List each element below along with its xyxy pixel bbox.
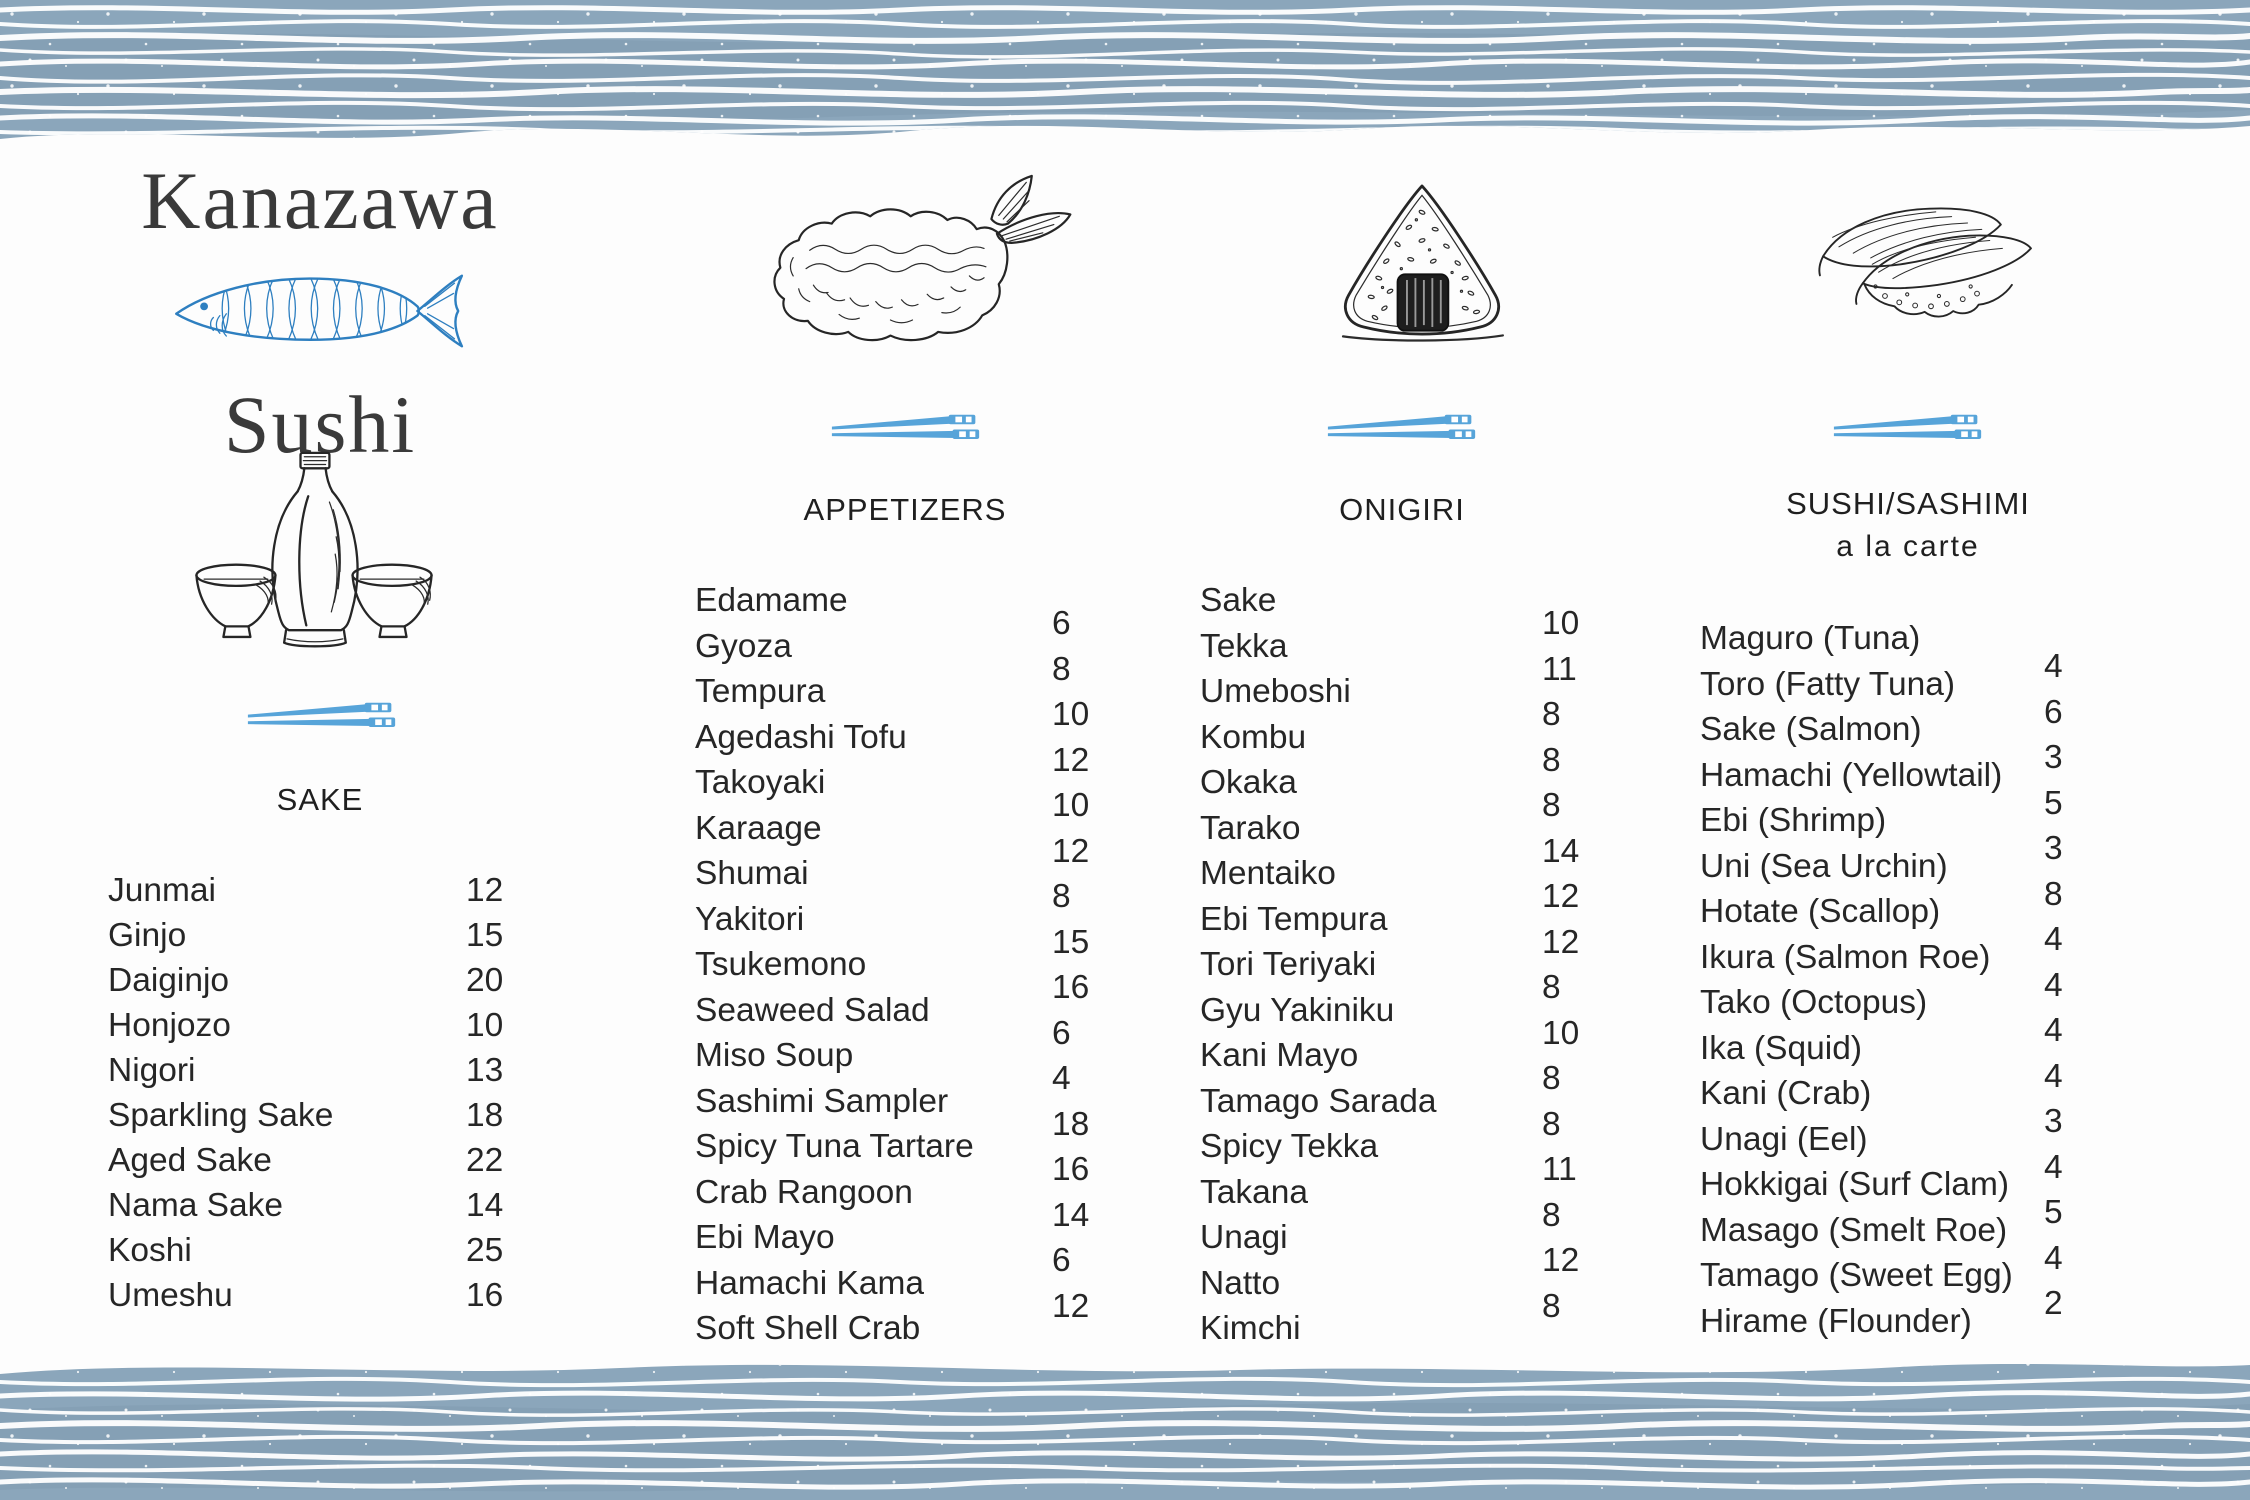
menu-item-price: 4 bbox=[1052, 1060, 1071, 1097]
menu-item-name: Gyoza bbox=[695, 627, 792, 665]
menu-item-name: Soft Shell Crab bbox=[695, 1310, 921, 1347]
menu-item-name: Aged Sake bbox=[108, 1142, 272, 1179]
sake-price-list bbox=[466, 868, 503, 1318]
sake-heading: SAKE bbox=[276, 782, 364, 817]
sushi-subheading: a la carte bbox=[1836, 530, 1980, 563]
menu-item-price: 12 bbox=[1052, 832, 1090, 870]
menu-item-name: Karaage bbox=[695, 809, 822, 847]
menu-item-price: 18 bbox=[466, 1097, 504, 1134]
menu-item-name: Ikura (Salmon Roe) bbox=[1700, 938, 1991, 976]
menu-item-price: 8 bbox=[1542, 1105, 1561, 1143]
menu-item-price: 14 bbox=[1052, 1196, 1090, 1234]
menu-item-name: Kombu bbox=[1200, 718, 1307, 756]
menu-item-name: Tori Teriyaki bbox=[1200, 946, 1377, 983]
menu-item-price: 6 bbox=[1052, 1014, 1071, 1052]
menu-item-name: Nigori bbox=[108, 1052, 196, 1089]
menu-item-name: Hirame (Flounder) bbox=[1700, 1302, 1972, 1340]
chopsticks-icon bbox=[830, 412, 982, 445]
menu-item-price: 20 bbox=[466, 962, 504, 999]
menu-item-price: 8 bbox=[1542, 1287, 1561, 1325]
menu-item-price: 4 bbox=[2044, 921, 2063, 958]
appetizers-name-list bbox=[695, 578, 974, 1352]
onigiri-price-list bbox=[1542, 601, 1579, 1329]
menu-item-name: Okaka bbox=[1200, 764, 1297, 801]
menu-item-name: Junmai bbox=[108, 872, 216, 909]
menu-item-price: 8 bbox=[1542, 787, 1561, 824]
fish-icon bbox=[170, 260, 470, 362]
menu-item-name: Tamago (Sweet Egg) bbox=[1700, 1257, 2013, 1294]
chopsticks-icon bbox=[246, 700, 398, 733]
menu-item-price: 6 bbox=[2044, 693, 2063, 731]
menu-item-name: Kani Mayo bbox=[1200, 1037, 1359, 1074]
menu-item-name: Sparkling Sake bbox=[108, 1097, 334, 1134]
menu-item-price: 12 bbox=[1052, 741, 1090, 779]
menu-item-name: Umeshu bbox=[108, 1277, 233, 1314]
menu-item-price: 10 bbox=[1542, 605, 1580, 642]
menu-item-name: Ebi (Shrimp) bbox=[1700, 802, 1887, 839]
menu-item-name: Mentaiko bbox=[1200, 855, 1336, 892]
menu-item-price: 4 bbox=[2044, 1148, 2063, 1186]
menu-item-price: 12 bbox=[1542, 1242, 1580, 1279]
menu-item-price: 4 bbox=[2044, 1057, 2063, 1095]
menu-item-price: 6 bbox=[1052, 1242, 1071, 1279]
sake-bottle-and-cups-icon bbox=[188, 450, 440, 662]
menu-item-name: Hokkigai (Surf Clam) bbox=[1700, 1166, 2010, 1203]
menu-item-name: Hotate (Scallop) bbox=[1700, 893, 1941, 930]
chopsticks-icon bbox=[1832, 412, 1984, 445]
menu-item-name: Tako (Octopus) bbox=[1700, 984, 1928, 1021]
menu-item-name: Ginjo bbox=[108, 917, 187, 954]
menu-item-price: 25 bbox=[466, 1232, 504, 1269]
menu-item-name: Nama Sake bbox=[108, 1187, 284, 1224]
nigiri-sushi-icon bbox=[1812, 188, 2050, 331]
menu-item-price: 15 bbox=[466, 917, 504, 954]
menu-item-price: 16 bbox=[466, 1277, 504, 1314]
brand-title-bottom: Sushi bbox=[223, 379, 417, 470]
menu-item-price: 2 bbox=[2044, 1285, 2063, 1322]
menu-item-name: Masago (Smelt Roe) bbox=[1700, 1211, 2008, 1249]
menu-item-price: 15 bbox=[1052, 923, 1090, 961]
menu-item-price: 11 bbox=[1542, 650, 1577, 688]
menu-item-price: 8 bbox=[2044, 875, 2063, 913]
menu-item-name: Tsukemono bbox=[695, 946, 867, 983]
menu-item-price: 8 bbox=[1542, 1060, 1561, 1097]
menu-item-price: 12 bbox=[1542, 923, 1580, 961]
menu-item-name: Unagi (Eel) bbox=[1700, 1120, 1868, 1158]
menu-item-name: Tarako bbox=[1200, 809, 1301, 847]
tempura-shrimp-icon bbox=[762, 158, 1074, 370]
appetizers-price-list bbox=[1052, 601, 1089, 1329]
menu-item-price: 10 bbox=[1542, 1014, 1580, 1052]
menu-item-name: Kimchi bbox=[1200, 1310, 1301, 1347]
menu-item-name: Daiginjo bbox=[108, 962, 230, 999]
wave-border-bottom bbox=[0, 1350, 2250, 1500]
menu-item-name: Tekka bbox=[1200, 627, 1288, 665]
menu-item-price: 8 bbox=[1052, 878, 1071, 915]
menu-item-price: 8 bbox=[1052, 650, 1071, 688]
menu-item-price: 3 bbox=[2044, 739, 2063, 776]
menu-item-name: Ebi Tempura bbox=[1200, 900, 1388, 938]
onigiri-icon bbox=[1328, 166, 1516, 362]
menu-item-price: 13 bbox=[466, 1052, 504, 1089]
menu-item-name: Takoyaki bbox=[695, 764, 826, 801]
menu-item-price: 8 bbox=[1542, 969, 1561, 1006]
chopsticks-icon bbox=[1326, 412, 1478, 445]
menu-item-price: 22 bbox=[466, 1142, 504, 1179]
menu-item-name: Hamachi Kama bbox=[695, 1264, 925, 1302]
menu-item-name: Crab Rangoon bbox=[695, 1173, 913, 1211]
sake-name-list bbox=[108, 868, 333, 1318]
menu-item-price: 12 bbox=[1542, 878, 1580, 915]
wave-border-top bbox=[0, 0, 2250, 150]
menu-item-price: 8 bbox=[1542, 1196, 1561, 1234]
menu-item-name: Natto bbox=[1200, 1264, 1281, 1302]
menu-item-name: Sake (Salmon) bbox=[1700, 711, 1922, 748]
menu-item-price: 12 bbox=[1052, 1287, 1090, 1325]
menu-item-name: Ebi Mayo bbox=[695, 1219, 835, 1256]
menu-item-price: 10 bbox=[1052, 696, 1090, 733]
menu-item-name: Spicy Tuna Tartare bbox=[695, 1128, 974, 1165]
menu-item-price: 11 bbox=[1542, 1151, 1577, 1188]
menu-item-price: 4 bbox=[2044, 1012, 2063, 1049]
menu-item-name: Hamachi (Yellowtail) bbox=[1700, 756, 2003, 794]
menu-item-price: 14 bbox=[466, 1187, 504, 1224]
menu-item-price: 5 bbox=[2044, 1194, 2063, 1231]
menu-item-price: 10 bbox=[466, 1007, 504, 1044]
menu-item-price: 3 bbox=[2044, 830, 2063, 867]
sushi-price-list bbox=[2044, 644, 2063, 1327]
menu-item-name: Ika (Squid) bbox=[1700, 1029, 1862, 1067]
menu-item-name: Gyu Yakiniku bbox=[1200, 991, 1395, 1029]
menu-item-price: 4 bbox=[2044, 1239, 2063, 1277]
sushi-name-list bbox=[1700, 616, 2013, 1344]
menu-item-price: 4 bbox=[2044, 648, 2063, 685]
menu-item-price: 8 bbox=[1542, 696, 1561, 733]
menu-item-name: Honjozo bbox=[108, 1007, 231, 1044]
menu-item-price: 5 bbox=[2044, 784, 2063, 822]
menu-item-name: Umeboshi bbox=[1200, 673, 1351, 710]
menu-item-price: 18 bbox=[1052, 1105, 1090, 1143]
menu-item-name: Tempura bbox=[695, 673, 826, 710]
menu-item-name: Edamame bbox=[695, 582, 848, 619]
menu-item-price: 16 bbox=[1052, 1151, 1090, 1188]
menu-item-name: Unagi bbox=[1200, 1219, 1288, 1256]
menu-item-price: 8 bbox=[1542, 741, 1561, 779]
onigiri-name-list bbox=[1200, 578, 1437, 1352]
menu-item-name: Seaweed Salad bbox=[695, 991, 930, 1029]
menu-item-price: 12 bbox=[466, 872, 504, 909]
menu-item-price: 10 bbox=[1052, 787, 1090, 824]
menu-item-name: Sake bbox=[1200, 582, 1277, 619]
sushi-heading: SUSHI/SASHIMI bbox=[1786, 486, 2030, 521]
menu-item-name: Toro (Fatty Tuna) bbox=[1700, 665, 1956, 703]
brand-block bbox=[88, 155, 552, 470]
menu-item-name: Koshi bbox=[108, 1232, 192, 1269]
menu-item-name: Uni (Sea Urchin) bbox=[1700, 847, 1948, 885]
appetizers-heading: APPETIZERS bbox=[803, 492, 1007, 527]
menu-item-name: Tamago Sarada bbox=[1200, 1082, 1437, 1120]
menu-item-name: Maguro (Tuna) bbox=[1700, 620, 1921, 657]
menu-item-name: Kani (Crab) bbox=[1700, 1075, 1872, 1112]
onigiri-heading: ONIGIRI bbox=[1339, 492, 1465, 527]
menu-item-name: Takana bbox=[1200, 1173, 1309, 1211]
menu-item-name: Yakitori bbox=[695, 900, 805, 938]
menu-item-name: Agedashi Tofu bbox=[695, 718, 907, 756]
menu-item-price: 14 bbox=[1542, 832, 1580, 870]
menu-item-name: Spicy Tekka bbox=[1200, 1128, 1379, 1165]
menu-item-name: Sashimi Sampler bbox=[695, 1082, 949, 1120]
menu-item-price: 4 bbox=[2044, 966, 2063, 1004]
menu-item-price: 3 bbox=[2044, 1103, 2063, 1140]
menu-item-price: 16 bbox=[1052, 969, 1090, 1006]
brand-title-top: Kanazawa bbox=[141, 155, 499, 246]
menu-item-name: Miso Soup bbox=[695, 1037, 854, 1074]
menu-item-price: 6 bbox=[1052, 605, 1071, 642]
menu-item-name: Shumai bbox=[695, 855, 809, 892]
